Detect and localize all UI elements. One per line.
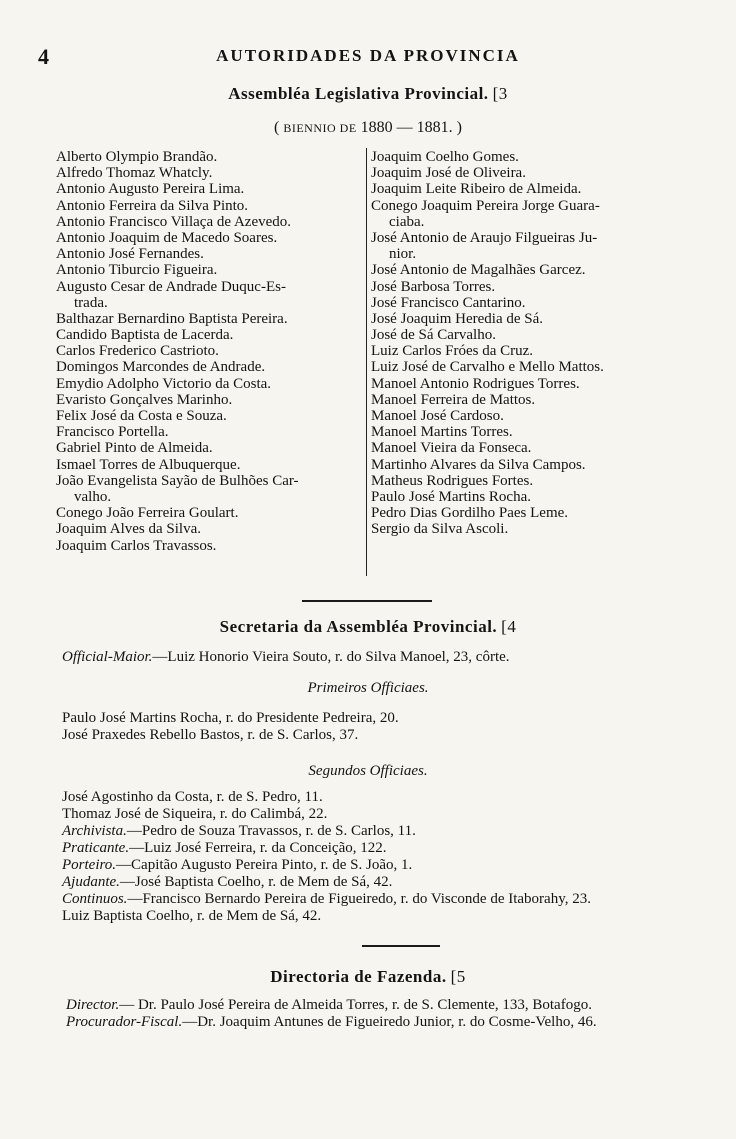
member-name: Manoel Ferreira de Mattos. — [371, 391, 536, 408]
member-name: Matheus Rodrigues Fortes. — [371, 472, 534, 489]
secretaria-heading — [0, 617, 736, 637]
member-name: Antonio Ferreira da Silva Pinto. — [56, 197, 249, 214]
role-line — [62, 874, 392, 890]
member-name: Joaquim Alves da Silva. — [56, 521, 201, 538]
assembleia-ref: [3 — [492, 84, 508, 103]
biennio-line — [0, 119, 736, 137]
member-name: Domingos Marcondes de Andrade. — [56, 359, 266, 376]
member-name: Joaquim Carlos Travassos. — [56, 537, 217, 554]
member-name: Alfredo Thomaz Whatcly. — [56, 165, 213, 182]
role-text: —Capitão Augusto Pereira Pinto, r. de S. João, 1. — [116, 857, 413, 873]
member-name: Manoel Antonio Rodrigues Torres. — [371, 375, 580, 392]
member-name: Emydio Adolpho Victorio da Costa. — [56, 375, 272, 392]
primeiro-line: José Praxedes Rebello Bastos, r. de S. Carlos, 37. — [62, 727, 359, 743]
role-line — [62, 823, 416, 839]
secretaria-ref: [4 — [501, 617, 517, 636]
role-text: —José Baptista Coelho, r. de Mem de Sá, 42. — [119, 874, 393, 890]
member-name: Balthazar Bernardino Baptista Pereira. — [56, 310, 288, 327]
member-name: Francisco Portella. — [56, 424, 169, 441]
member-name: Antonio Joaquim de Macedo Soares. — [56, 229, 278, 246]
directoria-ref: [5 — [450, 967, 466, 986]
primeiros-heading: Primeiros Officiaes. — [307, 680, 429, 696]
member-name: Augusto Cesar de Andrade Duquc-Es- — [56, 278, 286, 295]
role-text: —Francisco Bernardo Pereira de Figueiredo, r. do Visconde de Itaborahy, 23. — [127, 891, 591, 907]
column-divider — [366, 148, 367, 576]
member-name: Joaquim Leite Ribeiro de Almeida. — [371, 181, 582, 198]
biennio-label: BIENNIO DE — [283, 121, 357, 135]
member-name: José Antonio de Magalhães Garcez. — [371, 262, 586, 279]
page-number: 4 — [38, 44, 49, 69]
role-label: Ajudante. — [62, 874, 120, 890]
official-maior-line — [62, 649, 510, 665]
member-name: Antonio José Fernandes. — [56, 246, 204, 263]
member-name: Ismael Torres de Albuquerque. — [56, 456, 241, 473]
member-name: Candido Baptista de Lacerda. — [56, 327, 234, 344]
member-name: Sergio da Silva Ascoli. — [371, 521, 509, 538]
assembleia-heading — [0, 84, 736, 104]
member-name: Manoel Martins Torres. — [371, 424, 513, 441]
member-name: Pedro Dias Gordilho Paes Leme. — [371, 505, 569, 522]
member-name: Evaristo Gonçalves Marinho. — [56, 391, 233, 408]
role-line — [62, 891, 591, 907]
role-label: Praticante. — [62, 840, 130, 856]
section-rule — [302, 600, 432, 602]
role-label: Porteiro. — [62, 857, 117, 873]
role-text: —Pedro de Souza Travassos, r. de S. Carlos, 11. — [126, 823, 416, 839]
member-name: Conego Joaquim Pereira Jorge Guara- — [371, 197, 600, 214]
member-name: Felix José da Costa e Souza. — [56, 408, 227, 425]
assembleia-title: Assembléa Legislativa Provincial. — [228, 84, 489, 103]
member-name: Joaquim José de Oliveira. — [371, 165, 526, 182]
segundo-line: Thomaz José de Siqueira, r. do Calimbá, 22. — [62, 806, 328, 822]
member-name: nior. — [389, 246, 417, 263]
member-name: José Joaquim Heredia de Sá. — [371, 310, 544, 327]
director-label: Director. — [66, 997, 120, 1013]
member-name: Manoel Vieira da Fonseca. — [371, 440, 532, 457]
role-label: Archivista. — [62, 823, 127, 839]
biennio-years: 1880 — 1881. ) — [356, 119, 462, 136]
procurador-text: —Dr. Joaquim Antunes de Figueiredo Junior, r. do Cosme-Velho, 46. — [182, 1014, 597, 1030]
member-name: ciaba. — [389, 213, 425, 230]
member-name: Antonio Tiburcio Figueira. — [56, 262, 218, 279]
member-name: José Francisco Cantarino. — [371, 294, 526, 311]
segundo-line: José Agostinho da Costa, r. de S. Pedro, 11. — [62, 789, 323, 805]
member-name: Carlos Frederico Castrioto. — [56, 343, 219, 360]
member-name: Conego João Ferreira Goulart. — [56, 505, 239, 522]
member-name: Gabriel Pinto de Almeida. — [56, 440, 213, 457]
section-rule — [362, 945, 440, 947]
role-line — [62, 840, 387, 856]
member-name: Antonio Augusto Pereira Lima. — [56, 181, 245, 198]
procurador-label: Procurador-Fiscal. — [66, 1014, 183, 1030]
member-name: José de Sá Carvalho. — [371, 327, 496, 344]
directoria-title: Directoria de Fazenda. — [270, 967, 447, 986]
member-name: Manoel José Cardoso. — [371, 408, 504, 425]
member-name: José Antonio de Araujo Filgueiras Ju- — [371, 229, 598, 246]
biennio-open: ( — [274, 119, 284, 136]
director-line — [66, 997, 592, 1013]
role-label: Continuos. — [62, 891, 128, 907]
directoria-heading — [0, 967, 736, 987]
primeiro-line: Paulo José Martins Rocha, r. do Presidente Pedreira, 20. — [62, 710, 399, 726]
member-name: trada. — [74, 294, 108, 311]
running-title: AUTORIDADES DA PROVINCIA — [216, 46, 520, 65]
member-name: Martinho Alvares da Silva Campos. — [371, 456, 586, 473]
role-text: —Luiz José Ferreira, r. da Conceição, 122. — [129, 840, 387, 856]
official-maior-label: Official-Maior. — [62, 649, 153, 665]
member-name: Alberto Olympio Brandão. — [56, 149, 218, 165]
member-name: José Barbosa Torres. — [371, 278, 496, 295]
member-name: Joaquim Coelho Gomes. — [371, 149, 519, 165]
procurador-line — [66, 1014, 597, 1030]
director-text: — Dr. Paulo José Pereira de Almeida Torres, r. de S. Clemente, 133, Botafogo. — [119, 997, 592, 1013]
member-name: Paulo José Martins Rocha. — [371, 488, 531, 505]
member-name: Luiz José de Carvalho e Mello Mattos. — [371, 359, 604, 376]
segundos-heading: Segundos Officiaes. — [308, 763, 428, 779]
member-name: valho. — [74, 488, 112, 505]
members-left-column — [56, 149, 362, 554]
secretaria-title: Secretaria da Assembléa Provincial. — [219, 617, 498, 636]
member-name: Luiz Carlos Fróes da Cruz. — [371, 343, 534, 360]
continuo-line: Luiz Baptista Coelho, r. de Mem de Sá, 42. — [62, 908, 322, 924]
members-right-column — [371, 149, 686, 538]
role-line — [62, 857, 412, 873]
member-name: João Evangelista Sayão de Bulhões Car- — [56, 472, 299, 489]
official-maior-text: —Luiz Honorio Vieira Souto, r. do Silva Manoel, 23, côrte. — [152, 649, 510, 665]
member-name: Antonio Francisco Villaça de Azevedo. — [56, 213, 292, 230]
